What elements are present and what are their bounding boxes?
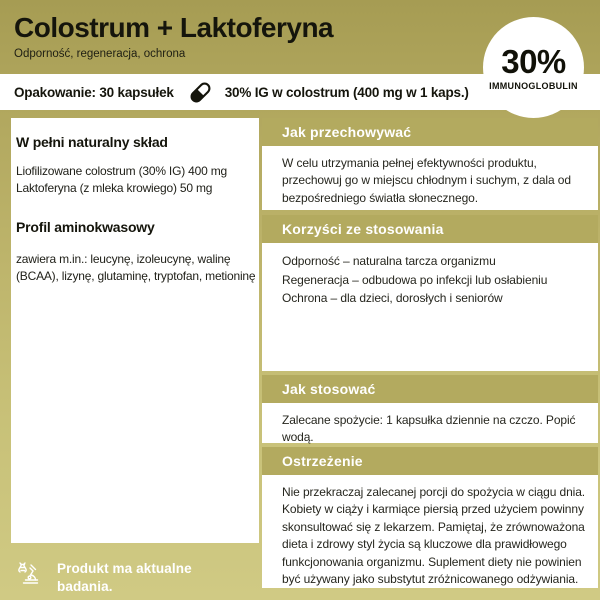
- badge-percentage: 30%: [501, 42, 566, 80]
- benefit-line: Odporność – naturalna tarcza organizmu: [282, 254, 496, 268]
- section-body-benefits: [262, 243, 598, 371]
- section-header-warning: Ostrzeżenie: [262, 447, 598, 475]
- capsule-icon: [187, 79, 214, 106]
- badge-label: IMMUNOGLOBULIN: [489, 80, 578, 91]
- section-header-benefits: Korzyści ze stosowania: [262, 215, 598, 243]
- composition-heading: W pełni naturalny skład: [16, 134, 168, 150]
- section-body-storage: W celu utrzymania pełnej efektywności produktu, przechowuj go w miejscu chłodnym i suchym, z dala od bezpośredniego światła słonecznego.: [262, 146, 598, 210]
- composition-item: Liofilizowane colostrum (30% IG) 400 mg: [16, 164, 227, 178]
- composition-item: Laktoferyna (z mleka krowiego) 50 mg: [16, 181, 213, 196]
- page-title: Colostrum + Laktoferyna: [14, 12, 334, 43]
- header: [14, 13, 333, 60]
- amino-profile-text: zawiera m.in.: leucynę, izoleucynę, walinę (BCAA), lizynę, glutaminę, tryptofan, metioninę: [16, 251, 256, 284]
- benefit-line: Ochrona – dla dzieci, dorosłych i seniorów: [282, 291, 503, 306]
- section-body-usage: Zalecane spożycie: 1 kapsułka dziennie na czczo. Popić wodą.: [262, 403, 598, 443]
- page-subtitle: Odporność, regeneracja, ochrona: [14, 48, 186, 61]
- section-body-warning: Nie przekraczaj zalecanej porcji do spożycia w ciągu dnia. Kobiety w ciąży i karmiące piersią przed użyciem powinny skonsultować się z lekarzem. Pamiętaj, że zrównoważona dieta i zdrowy styl życia są kluczowe dla prawidłowego funkcjonowania organizmu. Suplement diety nie powinien być używany jako substytut zróżnicowanego odżywiania.: [262, 475, 598, 588]
- section-header-usage: Jak stosować: [262, 375, 598, 403]
- microscope-dna-icon: [17, 561, 42, 591]
- section-header-storage: Jak przechowywać: [262, 118, 598, 146]
- research-note-text: Produkt ma aktualne badania.: [57, 561, 192, 595]
- package-size-text: Opakowanie: 30 kapsułek: [14, 84, 174, 100]
- ig-content-text: 30% IG w colostrum (400 mg w 1 kaps.): [224, 84, 469, 100]
- research-note: [17, 560, 227, 596]
- immunoglobulin-badge: [483, 17, 584, 118]
- amino-profile-heading: Profil aminokwasowy: [16, 218, 155, 235]
- composition-panel: [11, 118, 259, 543]
- composition-list: [16, 163, 251, 198]
- benefit-line: Regeneracja – odbudowa po infekcji lub osłabieniu: [282, 272, 548, 287]
